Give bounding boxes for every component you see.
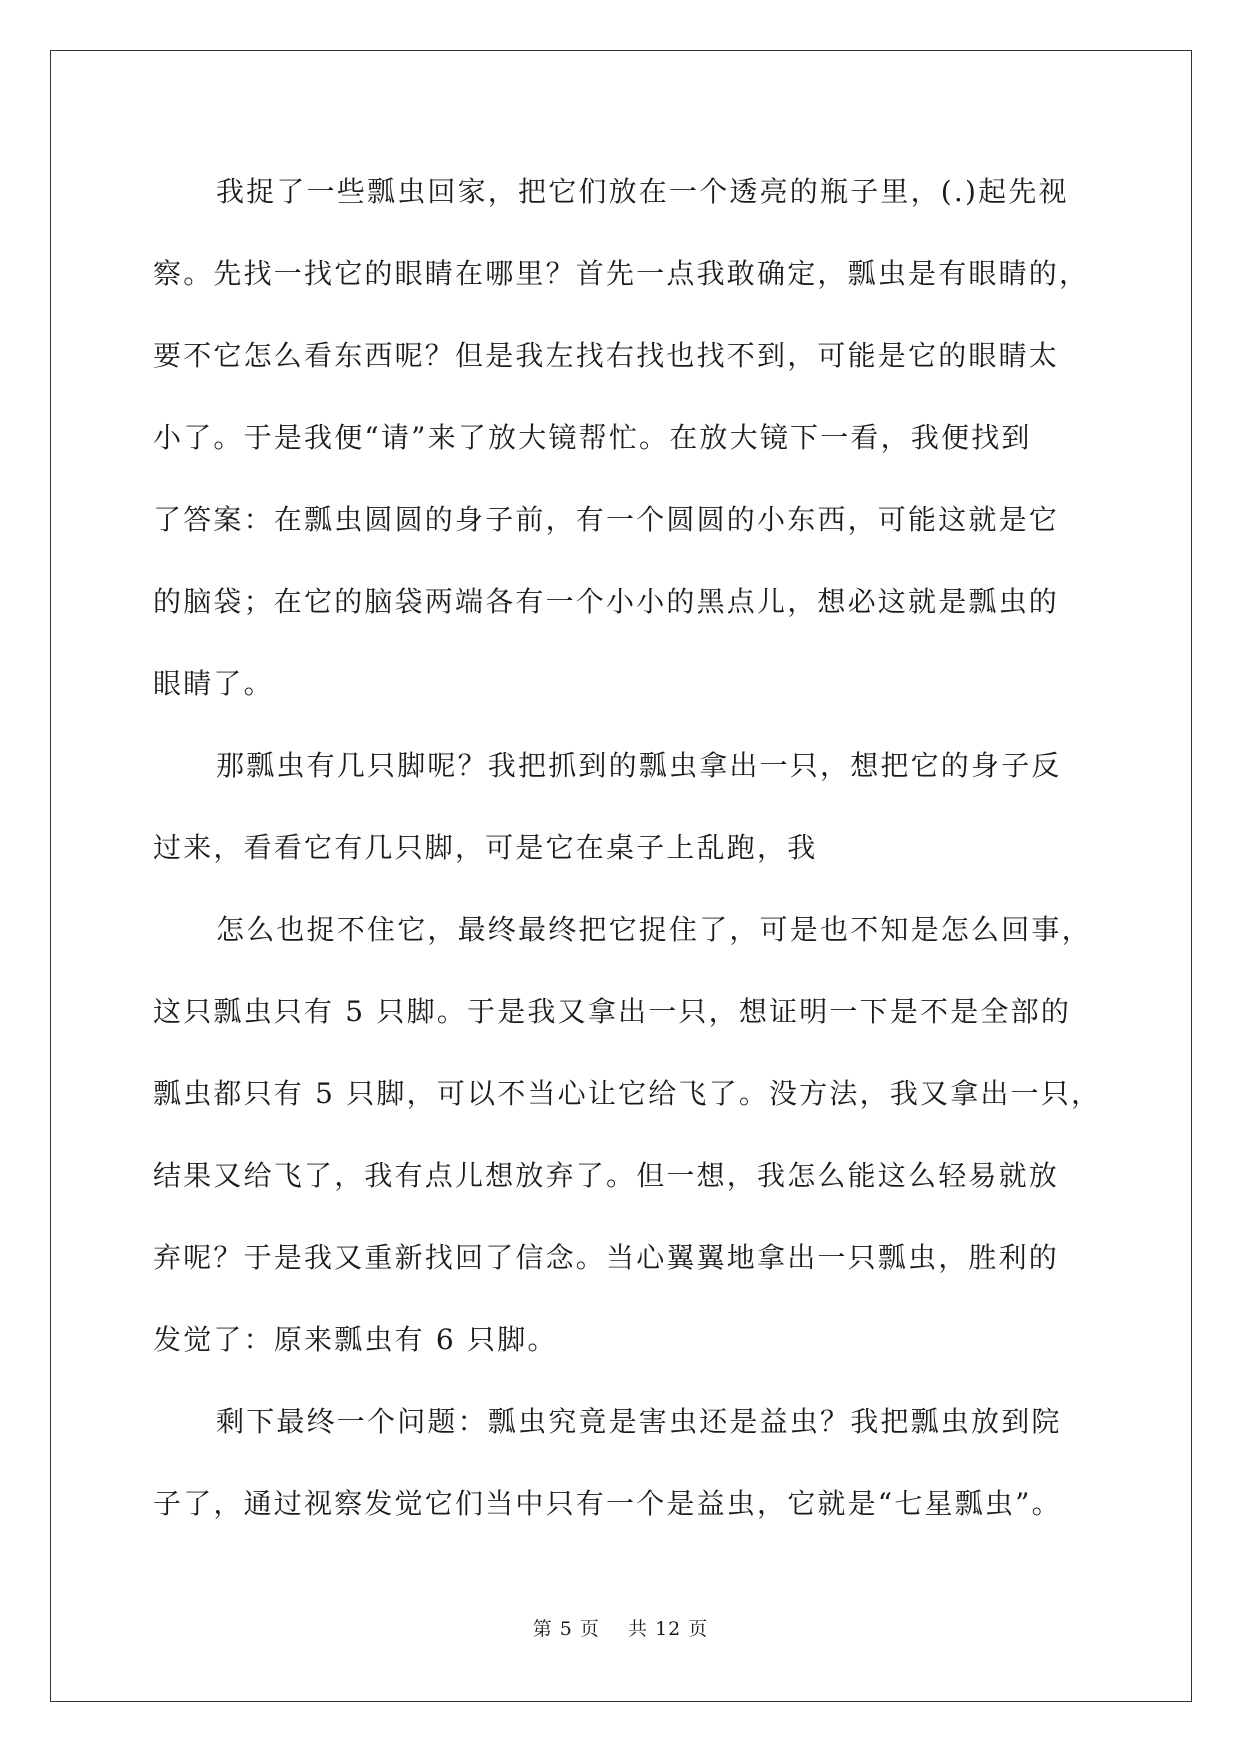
text-line: 结果又给飞了，我有点儿想放弃了。但一想，我怎么能这么轻易就放: [153, 1159, 1060, 1192]
paragraph: [153, 1392, 1085, 1556]
text-line: 我捉了一些瓢虫回家，把它们放在一个透亮的瓶子里，(.)起先视: [216, 175, 1069, 208]
document-body: [153, 162, 1102, 1556]
text-line: 眼睛了。: [153, 667, 274, 700]
page-number: 第 5 页: [532, 1618, 600, 1640]
text-line: 察。先找一找它的眼睛在哪里？首先一点我敢确定，瓢虫是有眼睛的，: [153, 257, 1090, 290]
text-line: 弃呢？于是我又重新找回了信念。当心翼翼地拿出一只瓢虫，胜利的: [153, 1241, 1060, 1274]
text-line: 瓢虫都只有 5 只脚，可以不当心让它给飞了。没方法，我又拿出一只，: [153, 1077, 1102, 1110]
paragraph: [153, 900, 1102, 1392]
paragraph: [153, 736, 1085, 900]
text-line: 了答案：在瓢虫圆圆的身子前，有一个圆圆的小东西，可能这就是它: [153, 503, 1060, 536]
page-total: 共 12 页: [628, 1618, 709, 1640]
text-line: 怎么也捉不住它，最终最终把它捉住了，可是也不知是怎么回事，: [216, 913, 1092, 946]
text-line: 那瓢虫有几只脚呢？我把抓到的瓢虫拿出一只，想把它的身子反: [216, 749, 1062, 782]
text-line: 小了。于是我便“请”来了放大镜帮忙。在放大镜下一看，我便找到: [153, 421, 1032, 454]
text-line: 的脑袋；在它的脑袋两端各有一个小小的黑点儿，想必这就是瓢虫的: [153, 585, 1060, 618]
text-line: 剩下最终一个问题：瓢虫究竟是害虫还是益虫？我把瓢虫放到院: [216, 1405, 1062, 1438]
page-footer: [0, 1614, 1241, 1641]
text-line: 发觉了：原来瓢虫有 6 只脚。: [153, 1323, 558, 1356]
text-line: 过来，看看它有几只脚，可是它在桌子上乱跑，我: [153, 831, 818, 864]
paragraph: [153, 162, 1090, 736]
text-line: 这只瓢虫只有 5 只脚。于是我又拿出一只，想证明一下是不是全部的: [153, 995, 1072, 1028]
text-line: 要不它怎么看东西呢？但是我左找右找也找不到，可能是它的眼睛太: [153, 339, 1060, 372]
text-line: 子了，通过视察发觉它们当中只有一个是益虫，它就是“七星瓢虫”。: [153, 1487, 1062, 1520]
